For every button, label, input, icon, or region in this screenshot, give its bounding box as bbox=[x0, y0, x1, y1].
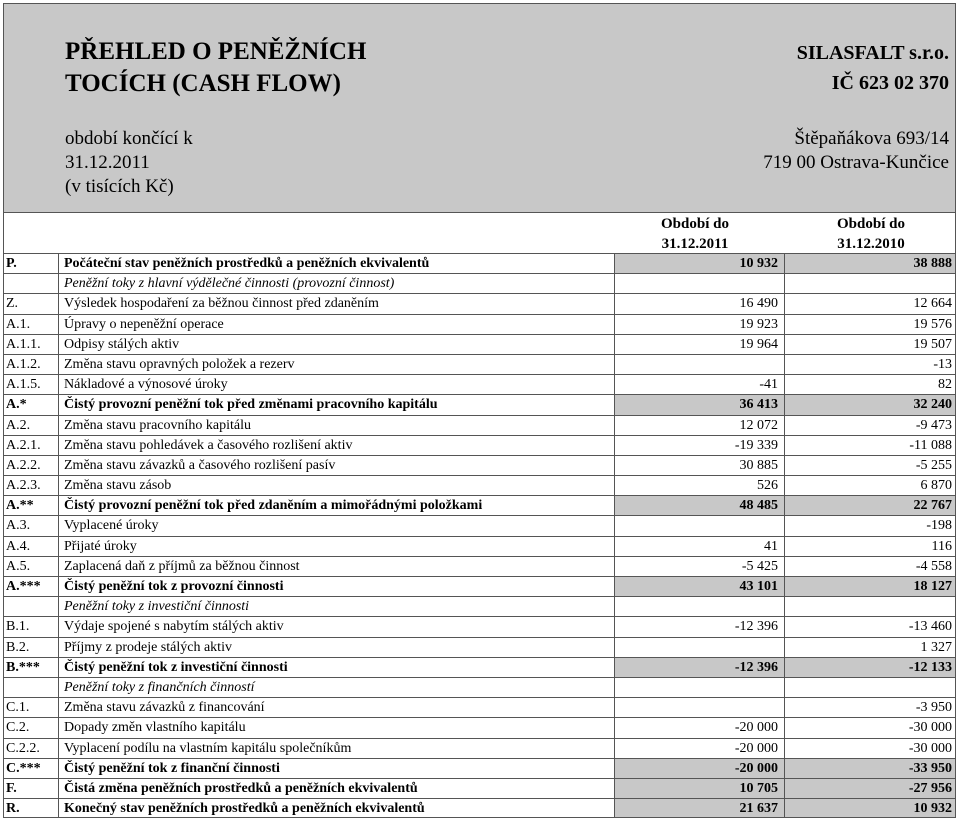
row-value-current: 41 bbox=[615, 537, 785, 556]
row-name: Čistá změna peněžních prostředků a peněžních ekvivalentů bbox=[59, 779, 615, 798]
row-code: A.4. bbox=[4, 537, 59, 556]
row-value-previous: -198 bbox=[926, 518, 952, 534]
row-name: Čistý peněžní tok z investiční činnosti bbox=[59, 658, 615, 677]
table-row bbox=[3, 435, 956, 455]
row-name: Peněžní toky z hlavní výdělečné činnosti (provozní činnost) bbox=[59, 274, 615, 293]
row-code: C.1. bbox=[4, 698, 59, 717]
row-value-current bbox=[615, 355, 785, 374]
row-name: Úpravy o nepeněžní operace bbox=[59, 315, 615, 334]
row-value-current bbox=[615, 597, 785, 616]
row-name: Výsledek hospodaření za běžnou činnost před zdaněním bbox=[59, 294, 615, 313]
row-value-current: 43 101 bbox=[615, 577, 785, 596]
row-value-previous: 116 bbox=[931, 538, 952, 554]
row-code: A.2.2. bbox=[4, 456, 59, 475]
row-value-current: 19 923 bbox=[615, 315, 785, 334]
row-value-current: -41 bbox=[615, 375, 785, 394]
row-value-previous: 22 767 bbox=[785, 496, 955, 515]
row-value-current bbox=[615, 516, 785, 535]
period-date: 31.12.2011 bbox=[65, 152, 150, 173]
row-code: A.1.2. bbox=[4, 355, 59, 374]
column-previous-date: 31.12.2010 bbox=[837, 236, 905, 252]
row-value-current bbox=[615, 698, 785, 717]
report-title-line-1: PŘEHLED O PENĚŽNÍCH bbox=[65, 38, 367, 65]
table-row bbox=[3, 253, 956, 273]
row-value-previous: -30 000 bbox=[908, 720, 952, 736]
address-street: Štěpaňákova 693/14 bbox=[794, 128, 949, 149]
row-value-current: 10 932 bbox=[615, 254, 785, 273]
table-row bbox=[3, 415, 956, 435]
row-value-current: -5 425 bbox=[615, 557, 785, 576]
row-name: Zaplacená daň z příjmů za běžnou činnost bbox=[59, 557, 615, 576]
row-value-previous: 19 507 bbox=[913, 336, 952, 352]
row-name: Dopady změn vlastního kapitálu bbox=[59, 718, 615, 737]
table-row bbox=[3, 515, 956, 535]
row-value-previous: -27 956 bbox=[785, 779, 955, 798]
row-code bbox=[4, 678, 59, 697]
row-value-previous: 32 240 bbox=[785, 395, 955, 414]
table-row bbox=[3, 576, 956, 596]
row-name: Čistý provozní peněžní tok před změnami pracovního kapitálu bbox=[59, 395, 615, 414]
company-name: SILASFALT s.r.o. bbox=[796, 42, 949, 64]
row-name: Výdaje spojené s nabytím stálých aktiv bbox=[59, 617, 615, 636]
table-row bbox=[3, 778, 956, 798]
row-value-previous: 6 870 bbox=[920, 478, 952, 494]
table-row bbox=[3, 495, 956, 515]
table-row bbox=[3, 374, 956, 394]
row-code: F. bbox=[4, 779, 59, 798]
row-value-current: 526 bbox=[615, 476, 785, 495]
row-name: Čistý provozní peněžní tok před zdaněním a mimořádnými položkami bbox=[59, 496, 615, 515]
row-code: A.1. bbox=[4, 315, 59, 334]
row-value-previous: 12 664 bbox=[913, 296, 952, 312]
table-row bbox=[3, 314, 956, 334]
row-value-current: 12 072 bbox=[615, 416, 785, 435]
row-name: Změna stavu zásob bbox=[59, 476, 615, 495]
row-name: Vyplacené úroky bbox=[59, 516, 615, 535]
table-row bbox=[3, 738, 956, 758]
row-name: Nákladové a výnosové úroky bbox=[59, 375, 615, 394]
row-code: A.2. bbox=[4, 416, 59, 435]
row-value-current: -20 000 bbox=[615, 759, 785, 778]
row-code: A.** bbox=[4, 496, 59, 515]
row-code: R. bbox=[4, 799, 59, 817]
table-row bbox=[3, 354, 956, 374]
row-name: Počáteční stav peněžních prostředků a peněžních ekvivalentů bbox=[59, 254, 615, 273]
table-row bbox=[3, 455, 956, 475]
table-row bbox=[3, 657, 956, 677]
row-value-previous: -9 473 bbox=[915, 417, 952, 433]
column-current-period bbox=[610, 214, 780, 254]
row-name: Změna stavu pracovního kapitálu bbox=[59, 416, 615, 435]
currency-unit: (v tisících Kč) bbox=[65, 176, 174, 197]
column-previous-period bbox=[786, 214, 956, 254]
period-label: období končící k bbox=[65, 128, 193, 149]
row-code: A.2.1. bbox=[4, 436, 59, 455]
table-row bbox=[3, 616, 956, 636]
table-row bbox=[3, 717, 956, 737]
table-row bbox=[3, 475, 956, 495]
row-value-previous: -5 255 bbox=[915, 457, 952, 473]
row-name: Odpisy stálých aktiv bbox=[59, 335, 615, 354]
row-name: Změna stavu závazků a časového rozlišení pasív bbox=[59, 456, 615, 475]
row-code: B.1. bbox=[4, 617, 59, 636]
table-row bbox=[3, 334, 956, 354]
row-name: Změna stavu opravných položek a rezerv bbox=[59, 355, 615, 374]
row-value-previous: -33 950 bbox=[785, 759, 955, 778]
row-value-current: 36 413 bbox=[615, 395, 785, 414]
row-value-current: -12 396 bbox=[615, 658, 785, 677]
row-code: P. bbox=[4, 254, 59, 273]
row-name: Příjmy z prodeje stálých aktiv bbox=[59, 638, 615, 657]
table-row bbox=[3, 637, 956, 657]
row-code: C.*** bbox=[4, 759, 59, 778]
row-name: Vyplacení podílu na vlastním kapitálu společníkům bbox=[59, 739, 615, 758]
row-name: Změna stavu pohledávek a časového rozlišení aktiv bbox=[59, 436, 615, 455]
row-value-current: 16 490 bbox=[615, 294, 785, 313]
column-header bbox=[3, 213, 956, 253]
row-code: Z. bbox=[4, 294, 59, 313]
table-row bbox=[3, 677, 956, 697]
table-row bbox=[3, 556, 956, 576]
row-value-current: 10 705 bbox=[615, 779, 785, 798]
row-value-previous: -11 088 bbox=[909, 437, 952, 453]
row-value-previous: -13 bbox=[933, 356, 952, 372]
row-name: Přijaté úroky bbox=[59, 537, 615, 556]
table-row bbox=[3, 758, 956, 778]
row-name: Peněžní toky z investiční činnosti bbox=[59, 597, 615, 616]
row-value-current: -20 000 bbox=[615, 739, 785, 758]
row-code: B.*** bbox=[4, 658, 59, 677]
row-value-previous: -13 460 bbox=[908, 619, 952, 635]
row-code: B.2. bbox=[4, 638, 59, 657]
row-code: A.1.5. bbox=[4, 375, 59, 394]
cash-flow-table bbox=[3, 253, 956, 818]
row-value-previous: 38 888 bbox=[785, 254, 955, 273]
row-name: Peněžní toky z finančních činností bbox=[59, 678, 615, 697]
table-row bbox=[3, 293, 956, 313]
row-value-current: -19 339 bbox=[615, 436, 785, 455]
row-value-current: 21 637 bbox=[615, 799, 785, 817]
table-row bbox=[3, 798, 956, 818]
row-value-previous bbox=[785, 678, 955, 697]
row-name: Konečný stav peněžních prostředků a peněžních ekvivalentů bbox=[59, 799, 615, 817]
table-row bbox=[3, 596, 956, 616]
table-row bbox=[3, 536, 956, 556]
row-value-previous: -12 133 bbox=[785, 658, 955, 677]
row-value-previous: -4 558 bbox=[915, 558, 952, 574]
row-value-current bbox=[615, 638, 785, 657]
row-value-current bbox=[615, 274, 785, 293]
row-code: C.2.2. bbox=[4, 739, 59, 758]
table-row bbox=[3, 394, 956, 414]
column-current-date: 31.12.2011 bbox=[661, 236, 729, 252]
column-previous-label: Období do bbox=[837, 216, 905, 232]
row-value-current bbox=[615, 678, 785, 697]
row-value-previous: -30 000 bbox=[908, 740, 952, 756]
row-code: A.1.1. bbox=[4, 335, 59, 354]
row-value-previous bbox=[785, 597, 955, 616]
table-row bbox=[3, 273, 956, 293]
row-code: A.2.3. bbox=[4, 476, 59, 495]
row-value-current: 48 485 bbox=[615, 496, 785, 515]
row-value-current: -20 000 bbox=[615, 718, 785, 737]
row-code: A.5. bbox=[4, 557, 59, 576]
row-name: Čistý peněžní tok z provozní činnosti bbox=[59, 577, 615, 596]
row-code bbox=[4, 597, 59, 616]
row-name: Změna stavu závazků z financování bbox=[59, 698, 615, 717]
row-value-current: 30 885 bbox=[615, 456, 785, 475]
report-header bbox=[3, 3, 956, 213]
row-code: C.2. bbox=[4, 718, 59, 737]
table-row bbox=[3, 697, 956, 717]
address-city: 719 00 Ostrava-Kunčice bbox=[763, 152, 949, 173]
column-current-label: Období do bbox=[661, 216, 729, 232]
row-name: Čistý peněžní tok z finanční činnosti bbox=[59, 759, 615, 778]
row-value-previous: -3 950 bbox=[915, 700, 952, 716]
row-value-previous: 1 327 bbox=[920, 639, 952, 655]
row-value-previous: 19 576 bbox=[913, 316, 952, 332]
row-value-previous bbox=[785, 274, 955, 293]
row-value-current: 19 964 bbox=[615, 335, 785, 354]
report-title-line-2: TOCÍCH (CASH FLOW) bbox=[65, 70, 341, 97]
row-code: A.*** bbox=[4, 577, 59, 596]
row-value-previous: 82 bbox=[938, 377, 952, 393]
row-code: A.3. bbox=[4, 516, 59, 535]
row-code bbox=[4, 274, 59, 293]
company-id: IČ 623 02 370 bbox=[831, 72, 949, 94]
row-value-current: -12 396 bbox=[615, 617, 785, 636]
row-value-previous: 10 932 bbox=[785, 799, 955, 817]
row-code: A.* bbox=[4, 395, 59, 414]
row-value-previous: 18 127 bbox=[785, 577, 955, 596]
